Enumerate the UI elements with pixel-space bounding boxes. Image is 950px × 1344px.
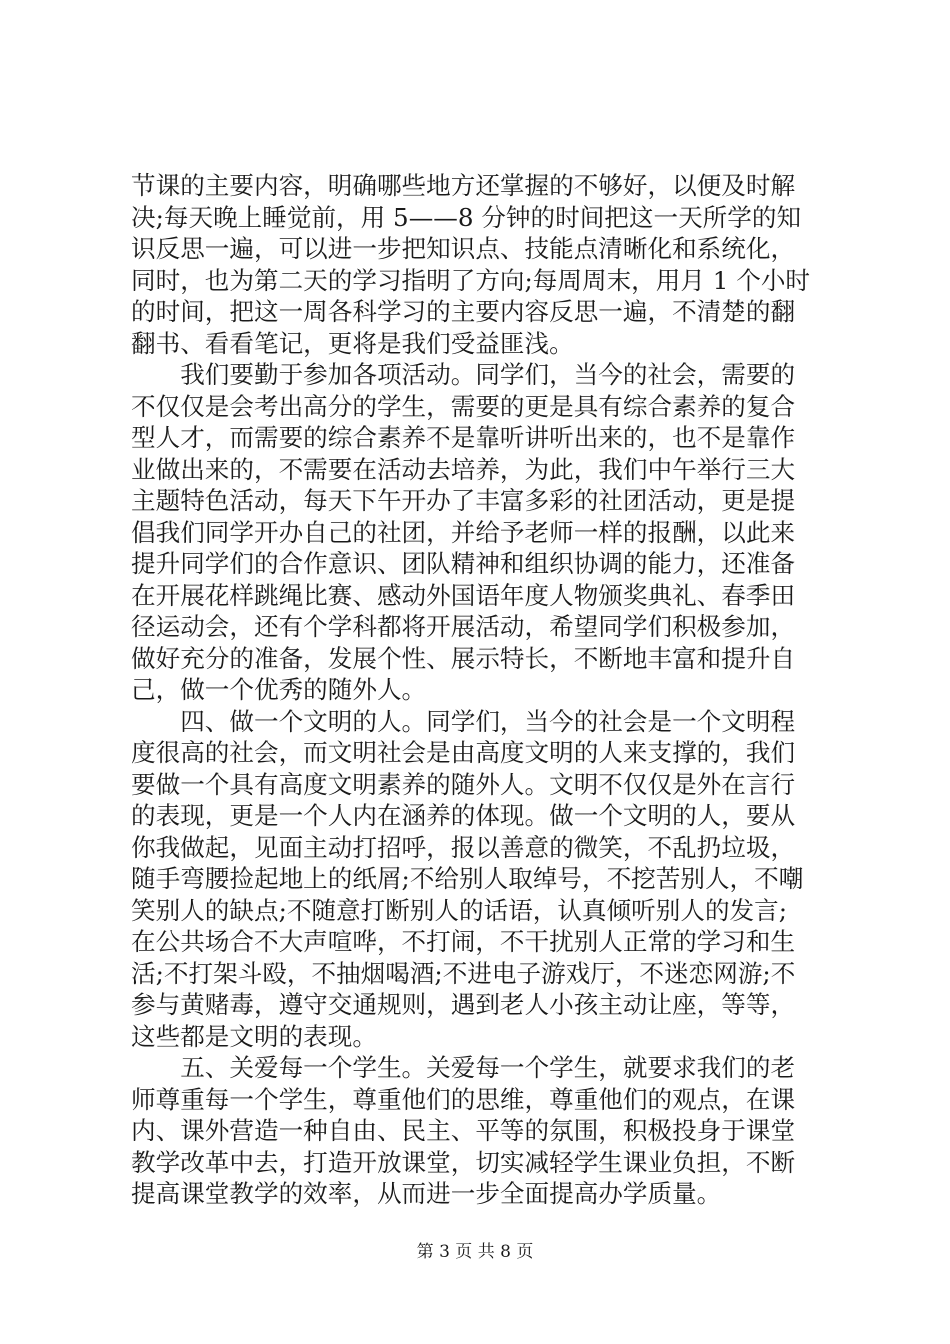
body-text <box>131 170 821 1210</box>
text-line: 提升同学们的合作意识、团队精神和组织协调的能力，还准备 <box>131 549 796 578</box>
text-line: 节课的主要内容，明确哪些地方还掌握的不够好，以便及时解 <box>131 171 796 200</box>
text-line: 业做出来的，不需要在活动去培养，为此，我们中午举行三大 <box>131 454 796 484</box>
text-line: 要做一个具有高度文明素养的随外人。文明不仅仅是外在言行 <box>131 769 796 799</box>
text-line: 不仅仅是会考出高分的学生，需要的更是具有综合素养的复合 <box>131 391 796 421</box>
text-line: 这些都是文明的表现。 <box>131 1021 377 1051</box>
text-line: 在公共场合不大声喧哗，不打闹，不干扰别人正常的学习和生 <box>131 927 796 956</box>
text-line: 己，做一个优秀的随外人。 <box>131 675 427 704</box>
text-line: 师尊重每一个学生，尊重他们的思维，尊重他们的观点，在课 <box>131 1084 796 1114</box>
text-line: 四、做一个文明的人。同学们，当今的社会是一个文明程 <box>131 706 796 736</box>
text-line: 型人才，而需要的综合素养不是靠听讲听出来的，也不是靠作 <box>131 423 796 452</box>
text-line: 我们要勤于参加各项活动。同学们，当今的社会，需要的 <box>131 360 796 389</box>
text-line: 活;不打架斗殴，不抽烟喝酒;不进电子游戏厅，不迷恋网游;不 <box>131 958 796 988</box>
text-line: 度很高的社会，而文明社会是由高度文明的人来支撑的，我们 <box>131 738 796 767</box>
text-line: 翻书、看看笔记，更将是我们受益匪浅。 <box>131 328 574 358</box>
page-number-footer: 第 3 页 共 8 页 <box>416 1242 534 1262</box>
text-line: 同时，也为第二天的学习指明了方向;每周周末，用月 1 个小时 <box>131 265 811 295</box>
text-line: 径运动会，还有个学科都将开展活动，希望同学们积极参加， <box>131 612 796 641</box>
text-line: 做好充分的准备，发展个性、展示特长，不断地丰富和提升自 <box>131 643 796 673</box>
text-line: 提高课堂教学的效率，从而进一步全面提高办学质量。 <box>131 1179 722 1208</box>
text-line: 主题特色活动，每天下午开办了丰富多彩的社团活动，更是提 <box>131 486 796 515</box>
text-line: 五、关爱每一个学生。关爱每一个学生，就要求我们的老 <box>131 1053 796 1082</box>
text-line: 的时间，把这一周各科学习的主要内容反思一遍，不清楚的翻 <box>131 297 796 326</box>
text-line: 你我做起，见面主动打招呼，报以善意的微笑，不乱扔垃圾， <box>131 832 796 862</box>
text-line: 的表现，更是一个人内在涵养的体现。做一个文明的人，要从 <box>131 801 796 830</box>
text-line: 内、课外营造一种自由、民主、平等的氛围，积极投身于课堂 <box>131 1116 796 1145</box>
text-line: 随手弯腰捡起地上的纸屑;不给别人取绰号，不挖苦别人，不嘲 <box>131 864 804 893</box>
text-line: 教学改革中去，打造开放课堂，切实减轻学生课业负担，不断 <box>131 1147 796 1177</box>
text-line: 笑别人的缺点;不随意打断别人的话语，认真倾听别人的发言; <box>131 895 788 925</box>
text-line: 倡我们同学开办自己的社团，并给予老师一样的报酬，以此来 <box>131 517 796 547</box>
text-line: 决;每天晚上睡觉前，用 5——8 分钟的时间把这一天所学的知 <box>131 202 802 232</box>
text-line: 在开展花样跳绳比赛、感动外国语年度人物颁奖典礼、春季田 <box>131 580 796 610</box>
text-line: 识反思一遍，可以进一步把知识点、技能点清晰化和系统化， <box>131 234 796 263</box>
text-line: 参与黄赌毒，遵守交通规则，遇到老人小孩主动让座，等等， <box>131 990 796 1019</box>
